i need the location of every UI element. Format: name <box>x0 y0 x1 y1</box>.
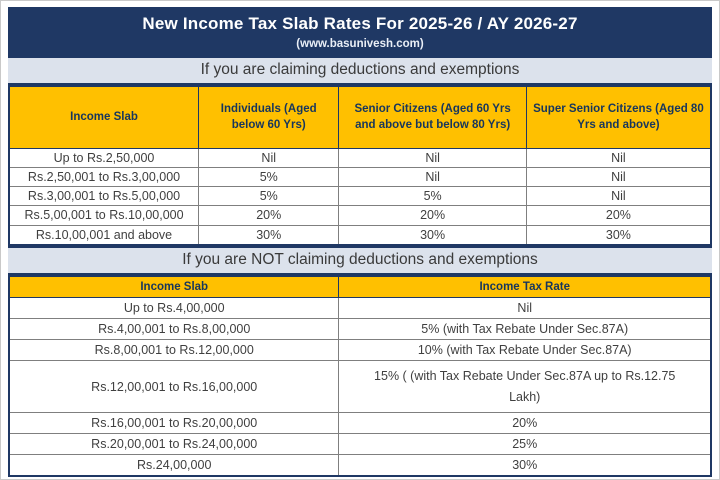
table-cell: 30% <box>199 225 339 245</box>
table-row <box>9 413 711 434</box>
section-heading-not-claiming: If you are NOT claiming deductions and exemptions <box>8 246 712 275</box>
table-cell: 5% <box>199 187 339 206</box>
table-cell: 20% <box>339 206 526 225</box>
table-cell: Rs.20,00,001 to Rs.24,00,000 <box>9 434 339 455</box>
column-header: Income Tax Rate <box>339 276 711 298</box>
table-cell: Rs.12,00,001 to Rs.16,00,000 <box>9 361 339 413</box>
table-cell: 30% <box>526 225 711 245</box>
table-cell: Rs.16,00,001 to Rs.20,00,000 <box>9 413 339 434</box>
page-title: New Income Tax Slab Rates For 2025-26 / AY 2026-27 <box>142 14 578 33</box>
table-cell: Nil <box>339 167 526 186</box>
table-row <box>9 225 711 245</box>
table-body <box>9 148 711 245</box>
table-cell: Rs.8,00,001 to Rs.12,00,000 <box>9 340 339 361</box>
table-cell: Nil <box>526 148 711 167</box>
website-caption: (www.basunivesh.com) <box>296 38 424 50</box>
column-header: Individuals (Aged below 60 Yrs) <box>199 86 339 148</box>
table-cell: Rs.3,00,001 to Rs.5,00,000 <box>9 187 199 206</box>
column-header: Income Slab <box>9 276 339 298</box>
column-header: Senior Citizens (Aged 60 Yrs and above but below 80 Yrs) <box>339 86 526 148</box>
table-row <box>9 319 711 340</box>
table-cell: Rs.24,00,000 <box>9 455 339 476</box>
table-row <box>9 434 711 455</box>
table-cell: 20% <box>339 413 711 434</box>
table-body <box>9 298 711 476</box>
table-cell: Rs.2,50,001 to Rs.3,00,000 <box>9 167 199 186</box>
table-cell: Rs.5,00,001 to Rs.10,00,000 <box>9 206 199 225</box>
table-cell: 5% (with Tax Rebate Under Sec.87A) <box>339 319 711 340</box>
section-heading-claiming: If you are claiming deductions and exemptions <box>8 58 712 85</box>
table-cell: 5% <box>199 167 339 186</box>
table-cell: Nil <box>526 187 711 206</box>
table-row <box>9 340 711 361</box>
table-row <box>9 148 711 167</box>
table-cell: 30% <box>339 455 711 476</box>
masthead <box>8 7 712 58</box>
table-cell: Nil <box>199 148 339 167</box>
table-row <box>9 455 711 476</box>
table-header <box>9 86 711 148</box>
tax-table-without-deductions <box>8 275 712 477</box>
table-header <box>9 276 711 298</box>
header-row <box>9 86 711 148</box>
page-frame <box>1 1 719 479</box>
table-cell: Up to Rs.4,00,000 <box>9 298 339 319</box>
table-cell: Rs.10,00,001 and above <box>9 225 199 245</box>
table-cell: Nil <box>526 167 711 186</box>
table-cell: 20% <box>199 206 339 225</box>
table-row <box>9 206 711 225</box>
table-cell: Up to Rs.2,50,000 <box>9 148 199 167</box>
table-row <box>9 167 711 186</box>
header-row <box>9 276 711 298</box>
table-cell: 10% (with Tax Rebate Under Sec.87A) <box>339 340 711 361</box>
table-cell: 5% <box>339 187 526 206</box>
table-cell: 30% <box>339 225 526 245</box>
table-cell: 20% <box>526 206 711 225</box>
table-cell: 15% ( (with Tax Rebate Under Sec.87A up to Rs.12.75 Lakh) <box>339 361 711 413</box>
column-header: Super Senior Citizens (Aged 80 Yrs and above) <box>526 86 711 148</box>
column-header: Income Slab <box>9 86 199 148</box>
table-row <box>9 298 711 319</box>
table-row <box>9 187 711 206</box>
table-cell: 25% <box>339 434 711 455</box>
table-cell: Rs.4,00,001 to Rs.8,00,000 <box>9 319 339 340</box>
table-cell: Nil <box>339 148 526 167</box>
tax-table-with-deductions <box>8 85 712 246</box>
table-cell: Nil <box>339 298 711 319</box>
table-row <box>9 361 711 413</box>
